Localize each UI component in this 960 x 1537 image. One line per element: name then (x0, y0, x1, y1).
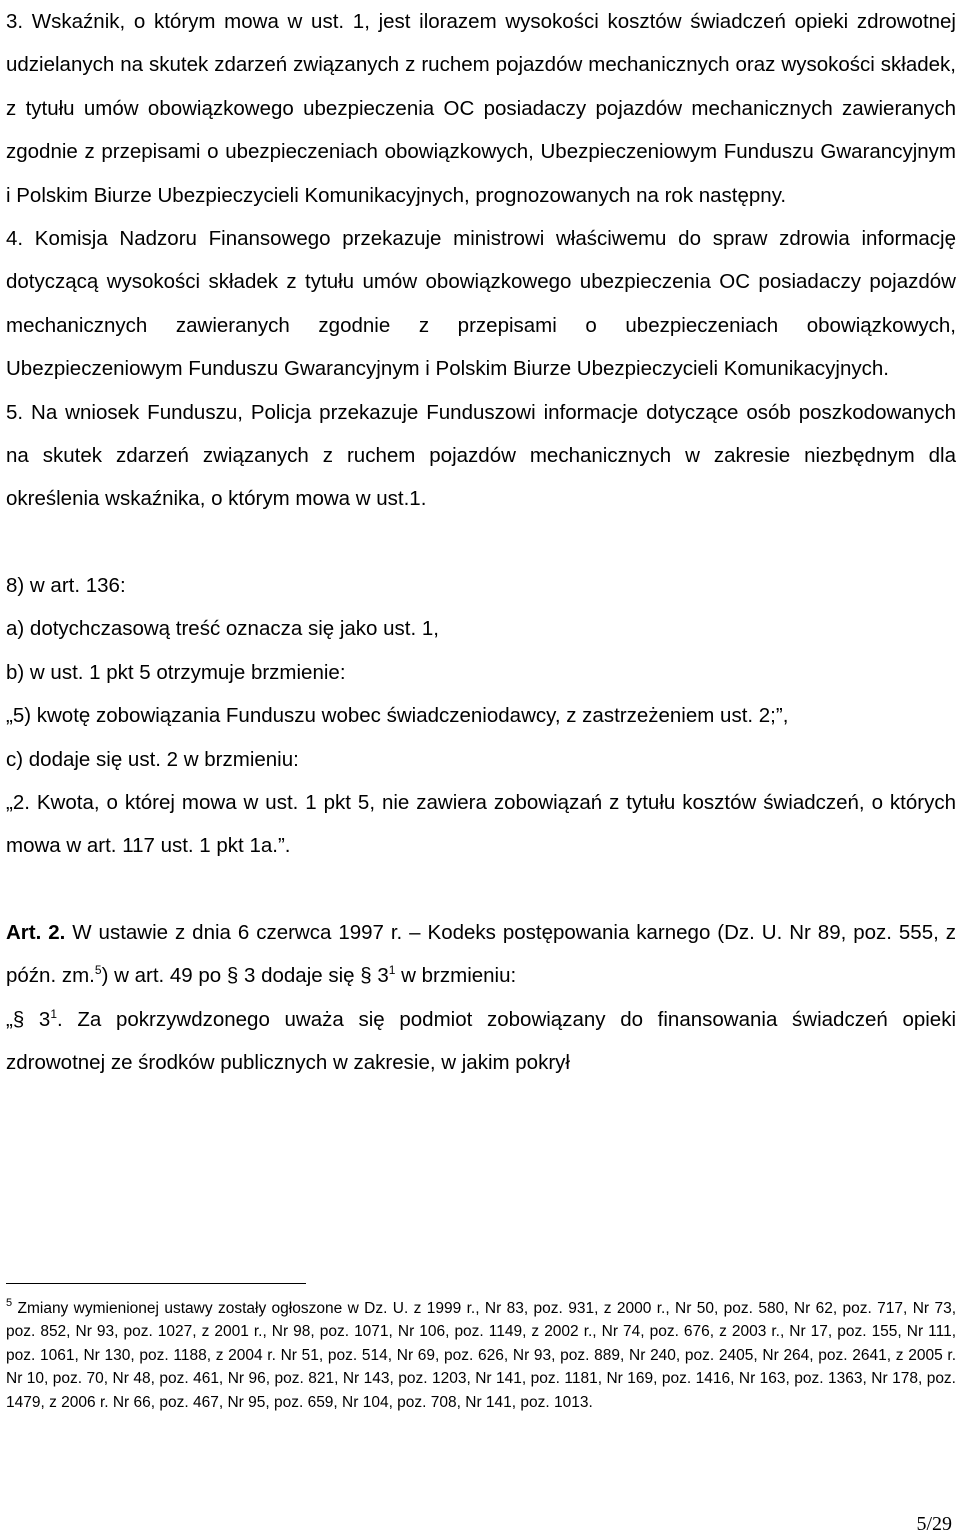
quote-ust-2: „2. Kwota, o której mowa w ust. 1 pkt 5, nie zawiera zobowiązań z tytułu kosztów świadczeń, o których mowa w art. 117 ust. 1 pkt 1a.”. (6, 790, 956, 858)
quote-point-5: „5) kwotę zobowiązania Funduszu wobec świadczeniodawcy, z zastrzeżeniem ust. 2;”, (6, 704, 789, 728)
footnote (6, 1297, 956, 1414)
quote-paragraph-3-1 (6, 998, 956, 1085)
footnote-text: Zmiany wymienionej ustawy zostały ogłoszone w Dz. U. z 1999 r., Nr 83, poz. 931, z 2000 r., Nr 50, poz. 580, Nr 62, poz. 717, Nr 73, poz. 852, Nr 93, poz. 1027, z 2001 r., Nr 98, poz. 1071, Nr 106, poz. 1149, z 2002 r., Nr 74, poz. 676, z 2003 r., Nr 17, poz. 155, Nr 111, poz. 1061, Nr 130, poz. 1188, z 2004 r. Nr 51, poz. 514, Nr 69, poz. 626, Nr 93, poz. 889, Nr 240, poz. 2405, Nr 264, poz. 2641, z 2005 r. Nr 10, poz. 70, Nr 48, poz. 461, Nr 96, poz. 821, Nr 143, poz. 1203, Nr 141, poz. 1181, Nr 169, poz. 1416, Nr 163, poz. 1363, Nr 178, poz. 1479, z 2006 r. Nr 66, poz. 467, Nr 95, poz. 659, Nr 104, poz. 708, Nr 141, poz. 1013. (6, 1300, 956, 1411)
article-2-text-b: ) w art. 49 po § 3 dodaje się § 3 (101, 964, 389, 988)
document-body (6, 0, 956, 1084)
paragraph-superscript: 1 (50, 1006, 58, 1021)
paragraph-3: 3. Wskaźnik, o którym mowa w ust. 1, jest ilorazem wysokości kosztów świadczeń opieki zdrowotnej udzielanych na skutek zdarzeń związanych z ruchem pojazdów mechanicznych oraz wysokości składek, z tytułu umów obowiązkowego ubezpieczenia OC posiadaczy pojazdów mechanicznych zawieranych zgodnie z przepisami o ubezpieczeniach obowiązkowych, Ubezpieczeniowym Funduszu Gwarancyjnym i Polskim Biurze Ubezpieczycieli Komunikacyjnych, prognozowanych na rok następny. (6, 10, 956, 207)
spacer (6, 521, 956, 564)
paragraph-superscript: 1 (388, 963, 396, 978)
point-b: b) w ust. 1 pkt 5 otrzymuje brzmienie: (6, 660, 346, 684)
paragraph-4: 4. Komisja Nadzoru Finansowego przekazuje ministrowi właściwemu do spraw zdrowia informację dotyczącą wysokości składek z tytułu umów obowiązkowego ubezpieczenia OC posiadaczy pojazdów mechanicznych zawieranych zgodnie z przepisami o ubezpieczeniach obowiązkowych, Ubezpieczeniowym Funduszu Gwarancyjnym i Polskim Biurze Ubezpieczycieli Komunikacyjnych. (6, 227, 956, 381)
article-2 (6, 911, 956, 998)
point-8: 8) w art. 136: (6, 573, 126, 597)
point-c: c) dodaje się ust. 2 w brzmieniu: (6, 747, 299, 771)
footnote-reference[interactable]: 5 (94, 963, 102, 978)
quote-paragraph-text: . Za pokrzywdzonego uważa się podmiot zobowiązany do finansowania świadczeń opieki zdrowotnej ze środków publicznych w zakresie, w jakim pokrył (6, 1007, 956, 1074)
point-a: a) dotychczasową treść oznacza się jako ust. 1, (6, 617, 439, 641)
footnote-number: 5 (6, 1297, 13, 1309)
quote-paragraph-prefix: „§ 3 (6, 1007, 51, 1031)
article-2-text-c: w brzmieniu: (395, 964, 517, 988)
article-2-label: Art. 2. (6, 920, 66, 944)
page-number: 5/29 (916, 1513, 952, 1535)
spacer (6, 868, 956, 911)
article-2-text-a: W ustawie z dnia 6 czerwca 1997 r. – Kodeks postępowania karnego (Dz. U. Nr 89, poz. 555, z późn. zm. (6, 920, 956, 988)
footnote-separator (6, 1283, 306, 1284)
paragraph-5: 5. Na wniosek Funduszu, Policja przekazuje Funduszowi informacje dotyczące osób poszkodowanych na skutek zdarzeń związanych z ruchem pojazdów mechanicznych w zakresie niezbędnym dla określenia wskaźnika, o którym mowa w ust.1. (6, 400, 956, 511)
